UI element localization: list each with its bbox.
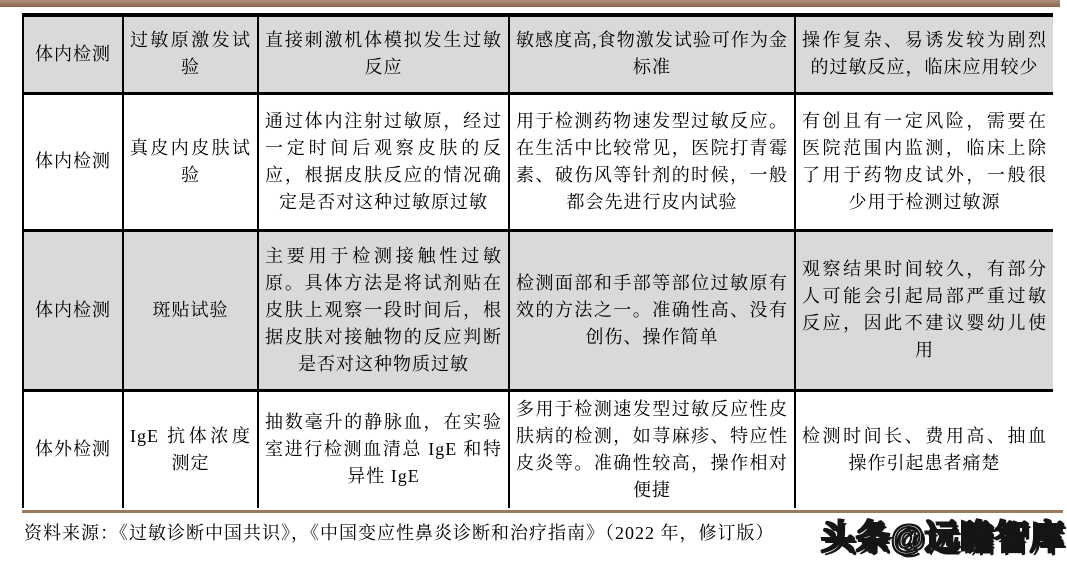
- cell-disadvantage: 操作复杂、易诱发较为剧烈的过敏反应，临床应用较少: [795, 15, 1053, 93]
- cell-test-name: 过敏原激发试验: [123, 15, 258, 93]
- cell-test-name: 斑贴试验: [123, 230, 258, 390]
- cell-description: 抽数毫升的静脉血，在实验室进行检测血清总 IgE 和特异性 IgE: [258, 390, 509, 508]
- table-row: [23, 93, 1053, 230]
- cell-description: 通过体内注射过敏原，经过一定时间后观察皮肤的反应，根据皮肤反应的情况确定是否对这种过敏原过敏: [258, 93, 509, 230]
- top-accent-bar: [0, 0, 1060, 7]
- cell-category: 体内检测: [23, 230, 123, 390]
- cell-disadvantage: 检测时间长、费用高、抽血操作引起患者痛楚: [795, 390, 1053, 508]
- cell-test-name: IgE 抗体浓度测定: [123, 390, 258, 508]
- watermark-toutiao-yuanzhan: 头条@远瞻智库: [820, 519, 1065, 557]
- table-row: [23, 230, 1053, 390]
- cell-description: 主要用于检测接触性过敏原。具体方法是将试剂贴在皮肤上观察一段时间后，根据皮肤对接触物的反应判断是否对这种物质过敏: [258, 230, 509, 390]
- cell-description: 直接刺激机体模拟发生过敏反应: [258, 15, 509, 93]
- cell-category: 体内检测: [23, 15, 123, 93]
- cell-disadvantage: 观察结果时间较久，有部分人可能会引起局部严重过敏反应，因此不建议婴幼儿使用: [795, 230, 1053, 390]
- cell-advantage: 用于检测药物速发型过敏反应。在生活中比较常见，医院打青霉素、破伤风等针剂的时候，一般都会先进行皮内试验: [509, 93, 795, 230]
- cell-test-name: 真皮内皮肤试验: [123, 93, 258, 230]
- cell-disadvantage: 有创且有一定风险，需要在医院范围内监测，临床上除了用于药物皮试外，一般很少用于检测过敏源: [795, 93, 1053, 230]
- cell-advantage: 多用于检测速发型过敏反应性皮肤病的检测，如荨麻疹、特应性皮炎等。准确性较高，操作相对便捷: [509, 390, 795, 508]
- allergy-detection-table: [22, 13, 1053, 508]
- table-row: [23, 15, 1053, 93]
- table-row: [23, 390, 1053, 508]
- cell-advantage: 检测面部和手部等部位过敏原有效的方法之一。准确性高、没有创伤、操作简单: [509, 230, 795, 390]
- cell-advantage: 敏感度高,食物激发试验可作为金标准: [509, 15, 795, 93]
- cell-category: 体内检测: [23, 93, 123, 230]
- source-citation: 资料来源：《过敏诊断中国共识》，《中国变应性鼻炎诊断和治疗指南》（2022 年，修订版）: [24, 523, 775, 543]
- cell-category: 体外检测: [23, 390, 123, 508]
